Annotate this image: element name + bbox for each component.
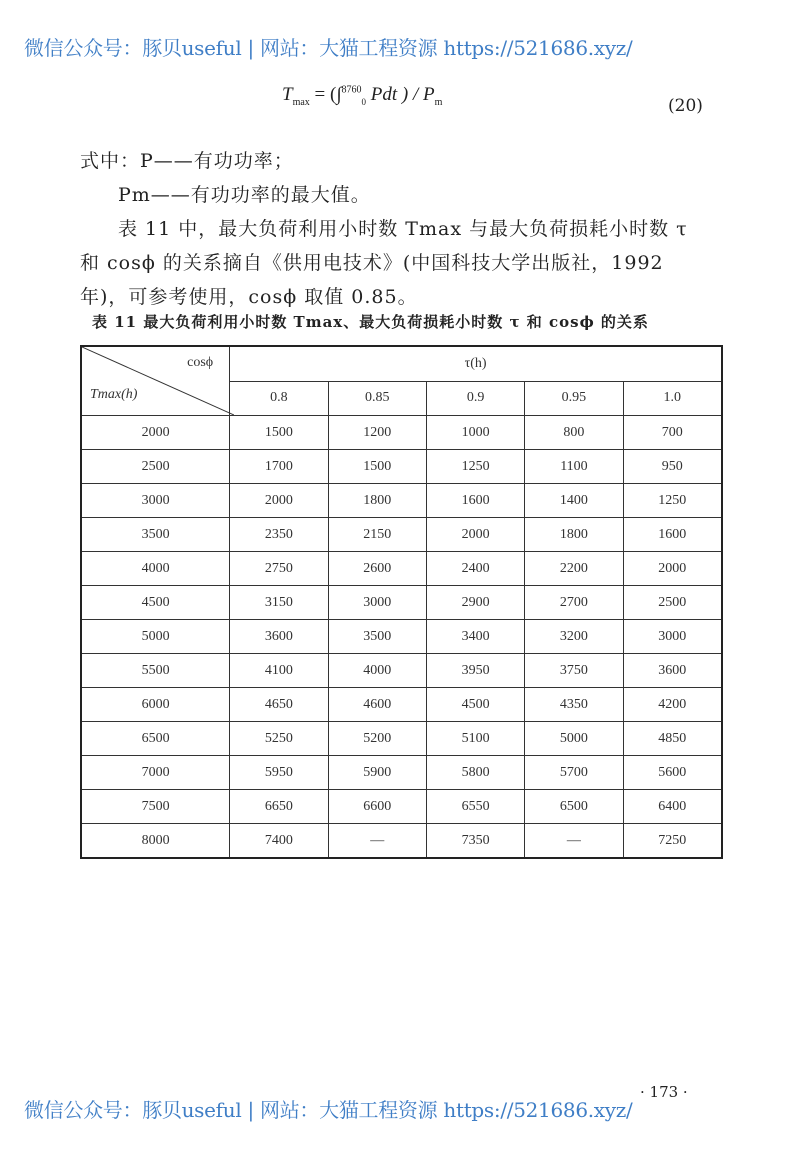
table-cell: 2400 xyxy=(426,552,524,586)
column-header: 0.8 xyxy=(230,381,328,416)
table-row xyxy=(81,484,722,518)
table-cell: 5100 xyxy=(426,722,524,756)
table-cell: 2750 xyxy=(230,552,328,586)
table-cell: 6600 xyxy=(328,790,426,824)
table-cell: 3400 xyxy=(426,620,524,654)
row-header-cell: 8000 xyxy=(81,824,230,859)
text-line-2: Pm——有功功率的最大值。 xyxy=(118,184,371,206)
table-cell: — xyxy=(525,824,623,859)
table-cell: 4000 xyxy=(328,654,426,688)
table-cell: 4500 xyxy=(426,688,524,722)
text-line-4: 和 cosϕ 的关系摘自《供用电技术》(中国科技大学出版社，1992 xyxy=(80,252,664,274)
table-cell: 5000 xyxy=(525,722,623,756)
table-cell: 7350 xyxy=(426,824,524,859)
table-row xyxy=(81,756,722,790)
table-cell: 4200 xyxy=(623,688,722,722)
table-row xyxy=(81,620,722,654)
corner-top-label: cosϕ xyxy=(187,355,214,370)
row-header-cell: 7000 xyxy=(81,756,230,790)
formula-20 xyxy=(282,84,442,108)
table-cell: 1100 xyxy=(525,450,623,484)
table-cell: 1700 xyxy=(230,450,328,484)
table-cell: 3750 xyxy=(525,654,623,688)
table-cell: 1800 xyxy=(525,518,623,552)
column-header: 0.95 xyxy=(525,381,623,416)
row-header-cell: 7500 xyxy=(81,790,230,824)
table-cell: — xyxy=(328,824,426,859)
table-cell: 2900 xyxy=(426,586,524,620)
row-header-cell: 5000 xyxy=(81,620,230,654)
text-line-5: 年)，可参考使用，cosϕ 取值 0.85。 xyxy=(80,286,418,308)
watermark-bottom: 微信公众号：豚贝useful | 网站：大猫工程资源 https://521686.xyz/ xyxy=(24,1098,633,1122)
column-header: 1.0 xyxy=(623,381,722,416)
table-cell: 5950 xyxy=(230,756,328,790)
table-cell: 2000 xyxy=(426,518,524,552)
row-header-cell: 3000 xyxy=(81,484,230,518)
table-cell: 5700 xyxy=(525,756,623,790)
formula-body-sub: m xyxy=(434,96,443,108)
table-cell: 6550 xyxy=(426,790,524,824)
row-header-cell: 3500 xyxy=(81,518,230,552)
text-line-1: 式中：P——有功功率； xyxy=(80,150,294,172)
table-cell: 3150 xyxy=(230,586,328,620)
table-cell: 4850 xyxy=(623,722,722,756)
table-cell: 1500 xyxy=(230,416,328,450)
table-cell: 5800 xyxy=(426,756,524,790)
table-row xyxy=(81,824,722,859)
table-cell: 1600 xyxy=(426,484,524,518)
table-cell: 1250 xyxy=(623,484,722,518)
table-cell: 950 xyxy=(623,450,722,484)
table-cell: 5250 xyxy=(230,722,328,756)
table-cell: 1600 xyxy=(623,518,722,552)
table-cell: 5200 xyxy=(328,722,426,756)
watermark-top: 微信公众号：豚贝useful | 网站：大猫工程资源 https://521686.xyz/ xyxy=(24,36,633,60)
equation-number: (20) xyxy=(668,96,703,116)
table-caption: 表 11 最大负荷利用小时数 Tmax、最大负荷损耗小时数 τ 和 cosϕ 的关系 xyxy=(92,313,649,331)
table-cell: 5600 xyxy=(623,756,722,790)
corner-header xyxy=(81,346,230,416)
row-header-cell: 2500 xyxy=(81,450,230,484)
corner-bottom-label: Tmax(h) xyxy=(90,387,138,402)
table-cell: 4600 xyxy=(328,688,426,722)
formula-upper: 8760 xyxy=(341,84,362,96)
formula-lower: 0 xyxy=(361,96,367,107)
table-row xyxy=(81,552,722,586)
table-cell: 2200 xyxy=(525,552,623,586)
table-cell: 3200 xyxy=(525,620,623,654)
data-table xyxy=(80,345,723,859)
table-cell: 2000 xyxy=(623,552,722,586)
row-header-cell: 6000 xyxy=(81,688,230,722)
table-cell: 7250 xyxy=(623,824,722,859)
row-header-cell: 4000 xyxy=(81,552,230,586)
table-cell: 4650 xyxy=(230,688,328,722)
table-cell: 1500 xyxy=(328,450,426,484)
table-cell: 3500 xyxy=(328,620,426,654)
table-cell: 2500 xyxy=(623,586,722,620)
row-header-cell: 4500 xyxy=(81,586,230,620)
row-header-cell: 2000 xyxy=(81,416,230,450)
table-row xyxy=(81,586,722,620)
table-cell: 2600 xyxy=(328,552,426,586)
text-line-3: 表 11 中，最大负荷利用小时数 Tmax 与最大负荷损耗小时数 τ xyxy=(118,218,688,240)
table-cell: 3950 xyxy=(426,654,524,688)
table-cell: 800 xyxy=(525,416,623,450)
table-cell: 2150 xyxy=(328,518,426,552)
table-row xyxy=(81,450,722,484)
table-row xyxy=(81,654,722,688)
table-cell: 6400 xyxy=(623,790,722,824)
group-header: τ(h) xyxy=(230,346,722,381)
table-cell: 4350 xyxy=(525,688,623,722)
table-cell: 700 xyxy=(623,416,722,450)
formula-lhs-sub: max xyxy=(292,96,310,108)
table-cell: 6650 xyxy=(230,790,328,824)
table-cell: 5900 xyxy=(328,756,426,790)
table-cell: 1200 xyxy=(328,416,426,450)
table-cell: 3000 xyxy=(328,586,426,620)
table-cell: 1000 xyxy=(426,416,524,450)
table-cell: 3600 xyxy=(623,654,722,688)
table-cell: 2350 xyxy=(230,518,328,552)
table-cell: 2000 xyxy=(230,484,328,518)
table-cell: 1250 xyxy=(426,450,524,484)
table-row xyxy=(81,416,722,450)
row-header-cell: 6500 xyxy=(81,722,230,756)
formula-body: Pdt ) / P xyxy=(366,84,435,105)
table-row xyxy=(81,518,722,552)
table-cell: 4100 xyxy=(230,654,328,688)
table-row xyxy=(81,790,722,824)
table-row xyxy=(81,722,722,756)
table-cell: 3600 xyxy=(230,620,328,654)
formula-integral: = (∫ xyxy=(309,84,342,105)
table-cell: 1800 xyxy=(328,484,426,518)
table-cell: 1400 xyxy=(525,484,623,518)
page-number: · 173 · xyxy=(640,1083,688,1101)
table-cell: 7400 xyxy=(230,824,328,859)
table-cell: 6500 xyxy=(525,790,623,824)
table-row xyxy=(81,688,722,722)
formula-lhs: T xyxy=(282,84,293,105)
column-header: 0.9 xyxy=(426,381,524,416)
table-cell: 2700 xyxy=(525,586,623,620)
table-cell: 3000 xyxy=(623,620,722,654)
column-header: 0.85 xyxy=(328,381,426,416)
row-header-cell: 5500 xyxy=(81,654,230,688)
